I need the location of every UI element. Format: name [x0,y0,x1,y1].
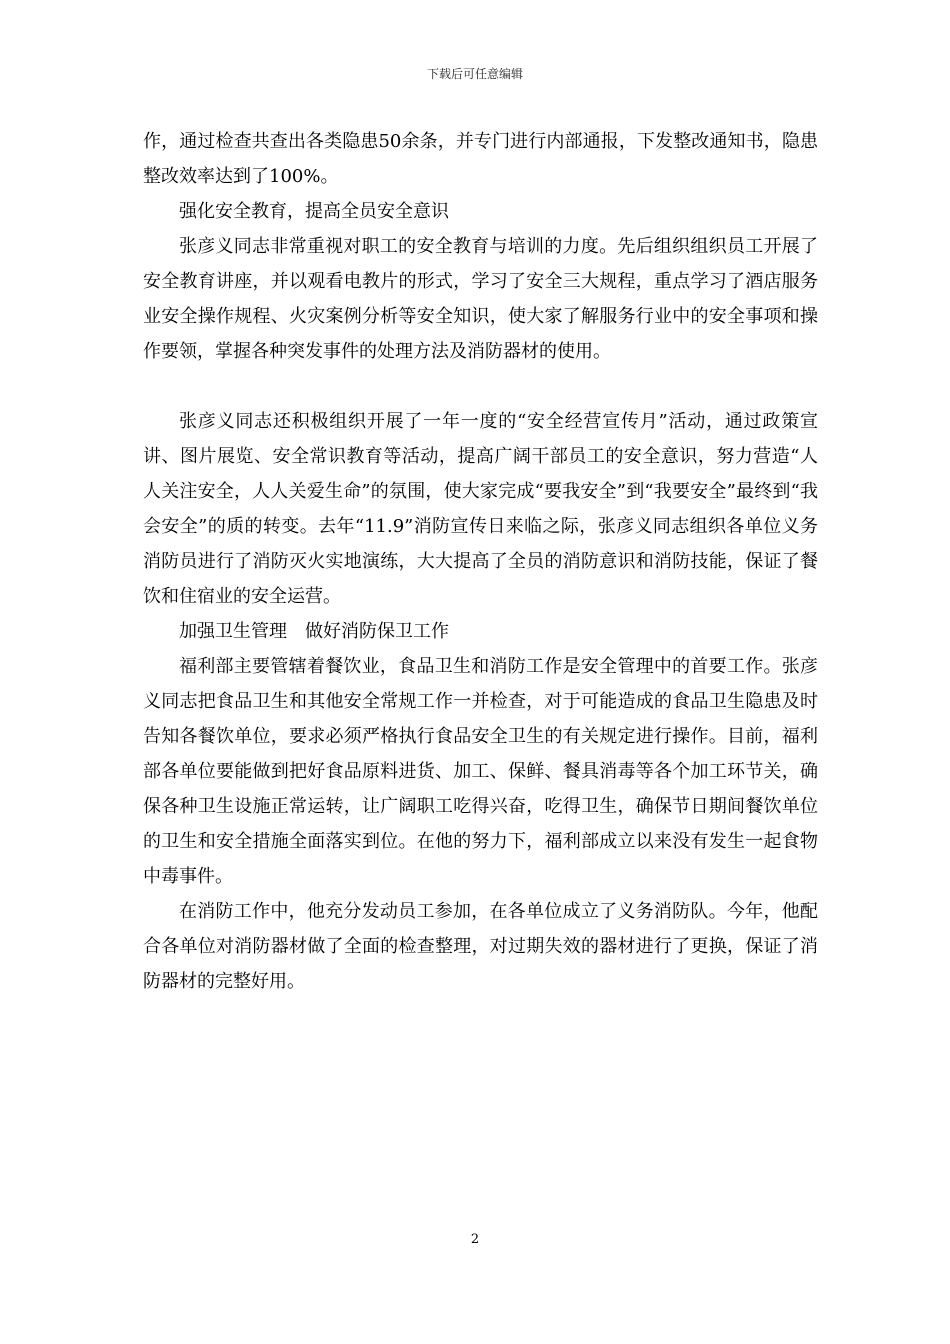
paragraph: 福利部主要管辖着餐饮业，食品卫生和消防工作是安全管理中的首要工作。张彦义同志把食品卫生和其他安全常规工作一并检查，对于可能造成的食品卫生隐患及时告知各餐饮单位，要求必须严格执行食品安全卫生的有关规定进行操作。目前，福利部各单位要能做到把好食品原料进货、加工、保鲜、餐具消毒等各个加工环节关，确保各种卫生设施正常运转，让广阔职工吃得兴奋，吃得卫生，确保节日期间餐饮单位的卫生和安全措施全面落实到位。在他的努力下，福利部成立以来没有发生一起食物中毒事件。 [143,656,818,887]
paragraph-continuation: 作，通过检查共查出各类隐患50余条，并专门进行内部通报，下发整改通知书，隐患整改效率达到了100%。 [143,131,818,187]
paragraph: 张彦义同志非常重视对职工的安全教育与培训的力度。先后组织组织员工开展了安全教育讲座，并以观看电教片的形式，学习了安全三大规程，重点学习了酒店服务业安全操作规程、火灾案例分析等安全知识，使大家了解服务行业中的安全事项和操作要领，掌握各种突发事件的处理方法及消防器材的使用。 [143,236,818,362]
section-heading-safety-education: 强化安全教育，提高全员安全意识 [179,201,449,222]
page-number: 2 [470,1232,480,1247]
document-body [143,124,818,999]
section-heading-hygiene-management: 加强卫生管理 做好消防保卫工作 [179,621,449,642]
paragraph: 在消防工作中，他充分发动员工参加，在各单位成立了义务消防队。今年，他配合各单位对消防器材做了全面的检查整理，对过期失效的器材进行了更换，保证了消防器材的完整好用。 [143,901,818,992]
page-header: 下载后可任意编辑 [426,67,523,81]
paragraph: 张彦义同志还积极组织开展了一年一度的“安全经营宣传月”活动，通过政策宣讲、图片展览、安全常识教育等活动，提高广阔干部员工的安全意识，努力营造“人人关注安全，人人关爱生命”的氛围，使大家完成“要我安全”到“我要安全”最终到“我会安全”的质的转变。去年“11.9”消防宣传日来临之际，张彦义同志组织各单位义务消防员进行了消防灭火实地演练，大大提高了全员的消防意识和消防技能，保证了餐饮和住宿业的安全运营。 [143,411,818,607]
paragraph-spacer [143,369,818,404]
